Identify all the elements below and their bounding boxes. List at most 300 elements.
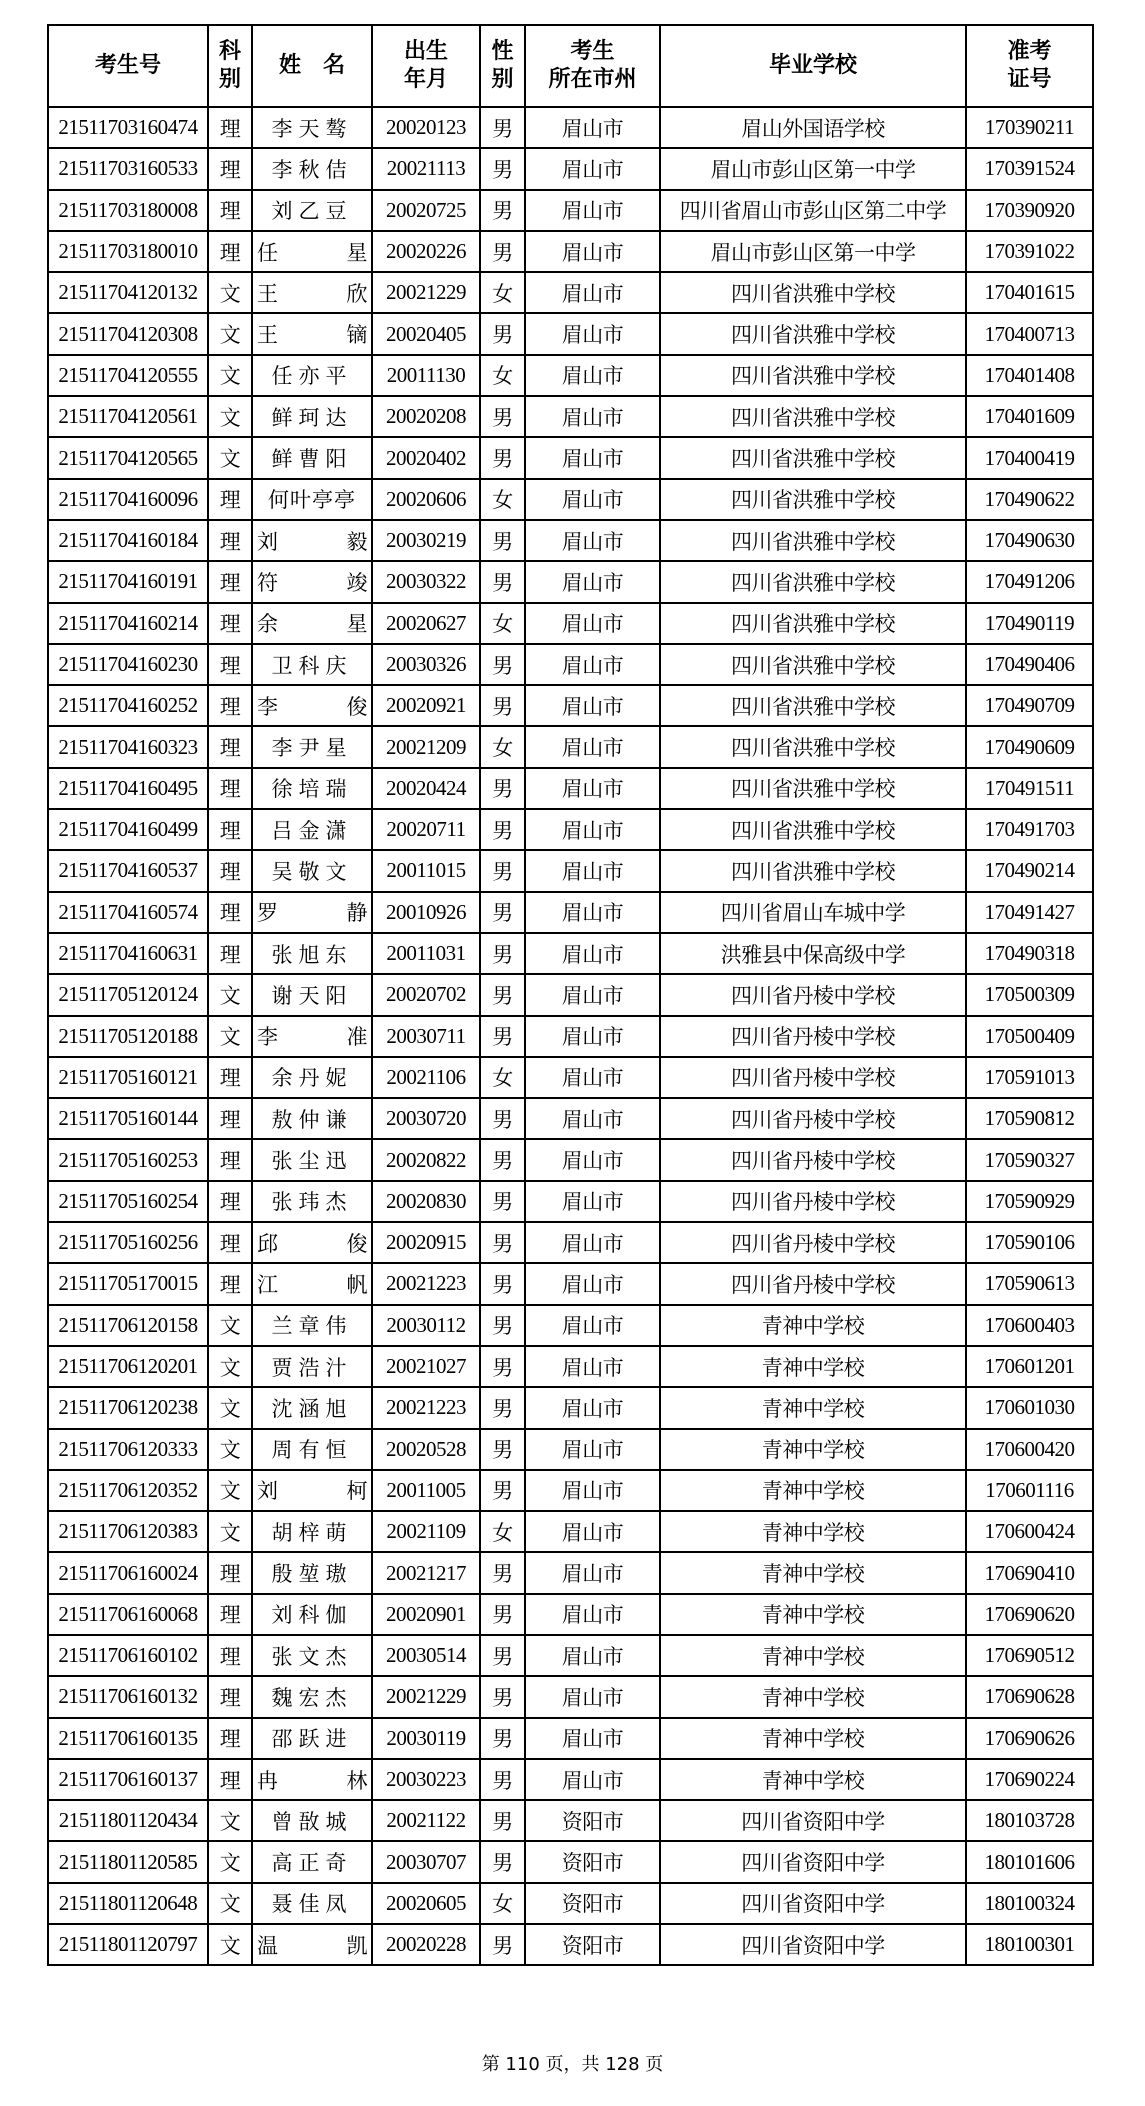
cell-city: 眉山市 (525, 768, 660, 809)
name-text: 王 欣 (257, 281, 367, 306)
cell-birth: 20030223 (372, 1759, 480, 1800)
name-text: 温 凯 (257, 1933, 367, 1958)
cell-city: 眉山市 (525, 1470, 660, 1511)
cell-city: 眉山市 (525, 272, 660, 313)
cell-subject: 文 (208, 1429, 252, 1470)
cell-ticket: 170690410 (966, 1552, 1093, 1593)
name-text: 李天骜 (271, 116, 353, 141)
cell-gender: 男 (480, 974, 525, 1015)
cell-birth: 20021229 (372, 1676, 480, 1717)
cell-school: 四川省洪雅中学校 (660, 603, 966, 644)
cell-gender: 女 (480, 603, 525, 644)
table-row (48, 644, 1093, 685)
cell-gender: 女 (480, 479, 525, 520)
cell-school: 青神中学校 (660, 1635, 966, 1676)
cell-gender: 男 (480, 850, 525, 891)
name-text: 李尹星 (271, 736, 353, 761)
cell-ticket: 170590812 (966, 1098, 1093, 1139)
cell-gender: 男 (480, 520, 525, 561)
cell-name (252, 148, 372, 189)
cell-exam-id: 21511705160144 (48, 1098, 208, 1139)
cell-name (252, 479, 372, 520)
name-text: 邵跃进 (271, 1727, 353, 1752)
cell-name (252, 1016, 372, 1057)
cell-ticket: 170490318 (966, 933, 1093, 974)
cell-birth: 20020405 (372, 313, 480, 354)
page-footer: 第 110 页，共 128 页 (481, 2054, 664, 2075)
cell-city: 眉山市 (525, 1263, 660, 1304)
name-text: 江 帆 (257, 1272, 367, 1297)
cell-school: 四川省丹棱中学校 (660, 1181, 966, 1222)
cell-city: 眉山市 (525, 520, 660, 561)
cell-subject: 理 (208, 1181, 252, 1222)
cell-school: 四川省洪雅中学校 (660, 561, 966, 602)
cell-city: 资阳市 (525, 1924, 660, 1965)
name-text: 任 星 (257, 240, 367, 265)
cell-name (252, 1552, 372, 1593)
cell-name (252, 1511, 372, 1552)
cell-ticket: 170491206 (966, 561, 1093, 602)
cell-school: 青神中学校 (660, 1429, 966, 1470)
cell-birth: 20020123 (372, 107, 480, 148)
cell-subject: 理 (208, 148, 252, 189)
cell-exam-id: 21511705160254 (48, 1181, 208, 1222)
cell-ticket: 170590613 (966, 1263, 1093, 1304)
table-row (48, 1222, 1093, 1263)
cell-birth: 20021109 (372, 1511, 480, 1552)
cell-ticket: 170690626 (966, 1718, 1093, 1759)
cell-school: 青神中学校 (660, 1305, 966, 1346)
cell-birth: 20030707 (372, 1841, 480, 1882)
cell-birth: 20021122 (372, 1800, 480, 1841)
name-text: 刘 毅 (257, 529, 367, 554)
cell-gender: 男 (480, 809, 525, 850)
cell-subject: 理 (208, 1718, 252, 1759)
cell-exam-id: 21511801120434 (48, 1800, 208, 1841)
name-text: 王 镝 (257, 323, 367, 348)
cell-birth: 20030326 (372, 644, 480, 685)
cell-school: 四川省洪雅中学校 (660, 850, 966, 891)
cell-ticket: 170601030 (966, 1387, 1093, 1428)
cell-exam-id: 21511801120648 (48, 1883, 208, 1924)
cell-city: 眉山市 (525, 1635, 660, 1676)
cell-exam-id: 21511706120238 (48, 1387, 208, 1428)
cell-school: 青神中学校 (660, 1759, 966, 1800)
cell-name (252, 396, 372, 437)
header-gender: 性 别 (480, 25, 525, 107)
cell-school: 青神中学校 (660, 1718, 966, 1759)
cell-ticket: 170490119 (966, 603, 1093, 644)
cell-birth: 20020921 (372, 685, 480, 726)
cell-name (252, 1057, 372, 1098)
cell-gender: 男 (480, 933, 525, 974)
cell-gender: 男 (480, 1016, 525, 1057)
cell-city: 眉山市 (525, 355, 660, 396)
cell-city: 眉山市 (525, 1181, 660, 1222)
cell-exam-id: 21511801120797 (48, 1924, 208, 1965)
cell-city: 资阳市 (525, 1883, 660, 1924)
cell-name (252, 272, 372, 313)
cell-ticket: 170401408 (966, 355, 1093, 396)
table-row (48, 520, 1093, 561)
cell-exam-id: 21511706120333 (48, 1429, 208, 1470)
cell-exam-id: 21511704120555 (48, 355, 208, 396)
cell-city: 眉山市 (525, 479, 660, 520)
cell-exam-id: 21511706160137 (48, 1759, 208, 1800)
cell-subject: 理 (208, 1759, 252, 1800)
cell-subject: 文 (208, 1800, 252, 1841)
cell-name (252, 933, 372, 974)
cell-school: 四川省丹棱中学校 (660, 1263, 966, 1304)
cell-name (252, 768, 372, 809)
header-id: 考生号 (48, 25, 208, 107)
table-row (48, 1057, 1093, 1098)
table-row (48, 1263, 1093, 1304)
cell-school: 四川省洪雅中学校 (660, 479, 966, 520)
cell-gender: 男 (480, 1222, 525, 1263)
name-text: 李秋佶 (271, 157, 353, 182)
name-text: 魏宏杰 (271, 1685, 353, 1710)
cell-gender: 男 (480, 1346, 525, 1387)
cell-subject: 理 (208, 850, 252, 891)
cell-ticket: 170490609 (966, 726, 1093, 767)
cell-subject: 文 (208, 1387, 252, 1428)
cell-exam-id: 21511704160191 (48, 561, 208, 602)
cell-exam-id: 21511706160132 (48, 1676, 208, 1717)
cell-exam-id: 21511705160121 (48, 1057, 208, 1098)
cell-subject: 理 (208, 1222, 252, 1263)
table-row (48, 892, 1093, 933)
cell-ticket: 170500309 (966, 974, 1093, 1015)
cell-gender: 女 (480, 272, 525, 313)
cell-exam-id: 21511705120188 (48, 1016, 208, 1057)
cell-ticket: 180100301 (966, 1924, 1093, 1965)
cell-school: 青神中学校 (660, 1594, 966, 1635)
table-row (48, 148, 1093, 189)
cell-subject: 理 (208, 1139, 252, 1180)
table-row (48, 1594, 1093, 1635)
cell-subject: 文 (208, 355, 252, 396)
table-row (48, 396, 1093, 437)
table-row (48, 1759, 1093, 1800)
table-row (48, 479, 1093, 520)
cell-birth: 20021223 (372, 1263, 480, 1304)
cell-exam-id: 21511704160537 (48, 850, 208, 891)
cell-birth: 20020605 (372, 1883, 480, 1924)
cell-gender: 男 (480, 1841, 525, 1882)
table-row (48, 1429, 1093, 1470)
cell-school: 四川省丹棱中学校 (660, 974, 966, 1015)
table-row (48, 437, 1093, 478)
cell-gender: 男 (480, 190, 525, 231)
cell-city: 眉山市 (525, 1387, 660, 1428)
cell-city: 眉山市 (525, 437, 660, 478)
cell-gender: 男 (480, 1387, 525, 1428)
cell-ticket: 170401615 (966, 272, 1093, 313)
cell-subject: 理 (208, 1263, 252, 1304)
cell-subject: 理 (208, 561, 252, 602)
cell-school: 青神中学校 (660, 1387, 966, 1428)
student-table (47, 24, 1094, 1966)
cell-name (252, 892, 372, 933)
cell-school: 四川省眉山车城中学 (660, 892, 966, 933)
name-text: 张尘迅 (271, 1149, 353, 1174)
name-text: 邱 俊 (257, 1231, 367, 1256)
table-row (48, 1346, 1093, 1387)
cell-gender: 女 (480, 1883, 525, 1924)
cell-name (252, 1594, 372, 1635)
cell-name (252, 437, 372, 478)
cell-city: 眉山市 (525, 809, 660, 850)
cell-name (252, 1139, 372, 1180)
cell-exam-id: 21511706120158 (48, 1305, 208, 1346)
cell-city: 眉山市 (525, 1346, 660, 1387)
table-row (48, 1635, 1093, 1676)
cell-name (252, 1676, 372, 1717)
name-text: 刘 柯 (257, 1479, 367, 1504)
cell-exam-id: 21511705170015 (48, 1263, 208, 1304)
cell-school: 四川省洪雅中学校 (660, 644, 966, 685)
cell-ticket: 170491511 (966, 768, 1093, 809)
cell-city: 眉山市 (525, 231, 660, 272)
table-row (48, 974, 1093, 1015)
cell-exam-id: 21511704160499 (48, 809, 208, 850)
table-row (48, 768, 1093, 809)
table-row (48, 726, 1093, 767)
cell-ticket: 170490630 (966, 520, 1093, 561)
name-text: 谢天阳 (271, 983, 353, 1008)
cell-gender: 男 (480, 685, 525, 726)
cell-school: 眉山市彭山区第一中学 (660, 231, 966, 272)
cell-city: 眉山市 (525, 974, 660, 1015)
cell-school: 四川省丹棱中学校 (660, 1098, 966, 1139)
cell-school: 四川省丹棱中学校 (660, 1016, 966, 1057)
cell-ticket: 170500409 (966, 1016, 1093, 1057)
cell-school: 四川省丹棱中学校 (660, 1057, 966, 1098)
cell-school: 四川省洪雅中学校 (660, 809, 966, 850)
cell-gender: 男 (480, 1635, 525, 1676)
cell-subject: 理 (208, 1676, 252, 1717)
cell-city: 眉山市 (525, 1016, 660, 1057)
table-row (48, 933, 1093, 974)
cell-ticket: 180103728 (966, 1800, 1093, 1841)
cell-name (252, 1800, 372, 1841)
cell-city: 眉山市 (525, 850, 660, 891)
cell-birth: 20020228 (372, 1924, 480, 1965)
cell-subject: 理 (208, 107, 252, 148)
table-row (48, 1552, 1093, 1593)
name-text: 兰章伟 (271, 1314, 353, 1339)
cell-city: 眉山市 (525, 1305, 660, 1346)
cell-name (252, 1098, 372, 1139)
cell-birth: 20020208 (372, 396, 480, 437)
cell-subject: 文 (208, 1883, 252, 1924)
cell-birth: 20011031 (372, 933, 480, 974)
cell-city: 眉山市 (525, 1098, 660, 1139)
cell-ticket: 170690620 (966, 1594, 1093, 1635)
name-text: 吴敬文 (271, 859, 353, 884)
name-text: 贾浩汁 (271, 1355, 353, 1380)
name-text: 张玮杰 (271, 1190, 353, 1215)
table-row (48, 272, 1093, 313)
header-city: 考生 所在市州 (525, 25, 660, 107)
cell-gender: 男 (480, 1181, 525, 1222)
table-row (48, 1098, 1093, 1139)
cell-subject: 理 (208, 768, 252, 809)
cell-ticket: 170590327 (966, 1139, 1093, 1180)
cell-gender: 男 (480, 892, 525, 933)
cell-exam-id: 21511704160214 (48, 603, 208, 644)
cell-name (252, 1263, 372, 1304)
cell-city: 眉山市 (525, 685, 660, 726)
cell-name (252, 603, 372, 644)
cell-name (252, 1718, 372, 1759)
table-row (48, 355, 1093, 396)
cell-birth: 20030112 (372, 1305, 480, 1346)
cell-school: 四川省资阳中学 (660, 1800, 966, 1841)
table-row (48, 850, 1093, 891)
table-row (48, 107, 1093, 148)
cell-school: 四川省洪雅中学校 (660, 437, 966, 478)
cell-birth: 20020725 (372, 190, 480, 231)
cell-exam-id: 21511705160256 (48, 1222, 208, 1263)
cell-gender: 男 (480, 1098, 525, 1139)
cell-name (252, 313, 372, 354)
table-row (48, 1181, 1093, 1222)
name-text: 鲜曹阳 (271, 447, 353, 472)
name-text: 何叶亭亭 (268, 488, 356, 513)
cell-ticket: 170390211 (966, 107, 1093, 148)
cell-name (252, 1387, 372, 1428)
cell-exam-id: 21511704160495 (48, 768, 208, 809)
cell-gender: 男 (480, 107, 525, 148)
cell-birth: 20030119 (372, 1718, 480, 1759)
cell-birth: 20021217 (372, 1552, 480, 1593)
cell-birth: 20020402 (372, 437, 480, 478)
cell-name (252, 1181, 372, 1222)
name-text: 敖仲谦 (271, 1107, 353, 1132)
cell-subject: 理 (208, 644, 252, 685)
name-text: 罗 静 (257, 901, 367, 926)
name-text: 余 星 (257, 612, 367, 637)
cell-ticket: 170490622 (966, 479, 1093, 520)
cell-subject: 理 (208, 1594, 252, 1635)
cell-subject: 文 (208, 974, 252, 1015)
cell-city: 眉山市 (525, 1718, 660, 1759)
cell-exam-id: 21511801120585 (48, 1841, 208, 1882)
name-text: 冉 林 (257, 1768, 367, 1793)
cell-city: 眉山市 (525, 1594, 660, 1635)
cell-gender: 女 (480, 1511, 525, 1552)
cell-gender: 男 (480, 561, 525, 602)
cell-exam-id: 21511704160574 (48, 892, 208, 933)
cell-city: 眉山市 (525, 933, 660, 974)
table-row (48, 231, 1093, 272)
cell-exam-id: 21511704120308 (48, 313, 208, 354)
cell-gender: 男 (480, 1759, 525, 1800)
cell-birth: 20011130 (372, 355, 480, 396)
cell-name (252, 974, 372, 1015)
cell-ticket: 170391524 (966, 148, 1093, 189)
table-row (48, 1924, 1093, 1965)
name-text: 沈涵旭 (271, 1396, 353, 1421)
cell-subject: 文 (208, 1305, 252, 1346)
cell-subject: 理 (208, 479, 252, 520)
cell-birth: 20020528 (372, 1429, 480, 1470)
name-text: 刘科伽 (271, 1603, 353, 1628)
cell-city: 眉山市 (525, 313, 660, 354)
cell-subject: 文 (208, 1924, 252, 1965)
table-row (48, 1016, 1093, 1057)
cell-school: 四川省资阳中学 (660, 1924, 966, 1965)
header-subject: 科 别 (208, 25, 252, 107)
name-text: 鲜珂达 (271, 405, 353, 430)
table-row (48, 1511, 1093, 1552)
cell-birth: 20011015 (372, 850, 480, 891)
cell-subject: 理 (208, 1098, 252, 1139)
cell-exam-id: 21511705160253 (48, 1139, 208, 1180)
cell-gender: 男 (480, 1800, 525, 1841)
cell-subject: 理 (208, 933, 252, 974)
cell-school: 四川省洪雅中学校 (660, 396, 966, 437)
cell-name (252, 107, 372, 148)
cell-city: 眉山市 (525, 892, 660, 933)
cell-gender: 男 (480, 1305, 525, 1346)
cell-school: 青神中学校 (660, 1470, 966, 1511)
cell-ticket: 170491427 (966, 892, 1093, 933)
cell-school: 洪雅县中保高级中学 (660, 933, 966, 974)
table-row (48, 1470, 1093, 1511)
name-text: 任亦平 (271, 364, 353, 389)
cell-gender: 男 (480, 1139, 525, 1180)
cell-name (252, 1429, 372, 1470)
cell-ticket: 170391022 (966, 231, 1093, 272)
cell-name (252, 644, 372, 685)
cell-city: 资阳市 (525, 1800, 660, 1841)
cell-gender: 女 (480, 726, 525, 767)
cell-subject: 文 (208, 396, 252, 437)
cell-school: 四川省丹棱中学校 (660, 1139, 966, 1180)
table-row (48, 1800, 1093, 1841)
table-row (48, 809, 1093, 850)
cell-name (252, 561, 372, 602)
cell-name (252, 1759, 372, 1800)
cell-ticket: 170690224 (966, 1759, 1093, 1800)
name-text: 高正奇 (271, 1851, 353, 1876)
cell-birth: 20020901 (372, 1594, 480, 1635)
cell-ticket: 170400419 (966, 437, 1093, 478)
cell-school: 四川省洪雅中学校 (660, 355, 966, 396)
name-text: 卫科庆 (271, 653, 353, 678)
cell-birth: 20030514 (372, 1635, 480, 1676)
cell-exam-id: 21511703160533 (48, 148, 208, 189)
cell-ticket: 170490214 (966, 850, 1093, 891)
cell-subject: 理 (208, 726, 252, 767)
table-row (48, 1139, 1093, 1180)
cell-exam-id: 21511704160184 (48, 520, 208, 561)
table-row (48, 1883, 1093, 1924)
cell-gender: 男 (480, 1718, 525, 1759)
cell-gender: 男 (480, 1552, 525, 1593)
name-text: 张文杰 (271, 1644, 353, 1669)
cell-ticket: 170390920 (966, 190, 1093, 231)
cell-city: 眉山市 (525, 1759, 660, 1800)
cell-exam-id: 21511706120352 (48, 1470, 208, 1511)
table-row (48, 1387, 1093, 1428)
cell-name (252, 1470, 372, 1511)
cell-name (252, 231, 372, 272)
cell-ticket: 170600424 (966, 1511, 1093, 1552)
